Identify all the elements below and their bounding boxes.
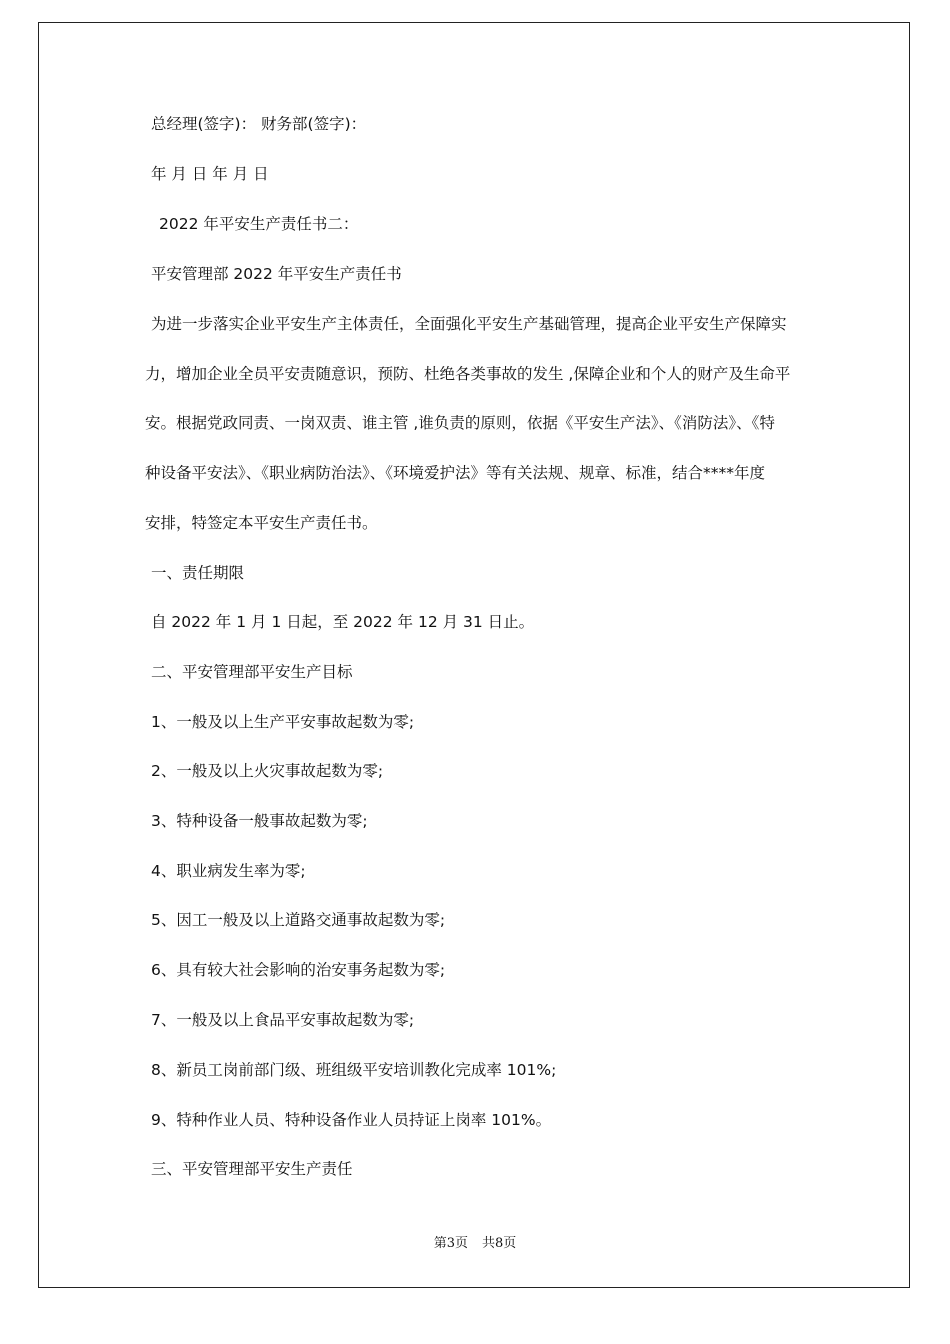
page-number-total: 共8页 [482,1236,517,1251]
page-frame [38,22,910,1288]
section-heading: 2022 年平安生产责任书二： [159,215,359,233]
list-item: 7、一般及以上食品平安事故起数为零; [151,1011,415,1029]
date-line: 年 月 日 年 月 日 [151,165,269,183]
document-title: 平安管理部 2022 年平安生产责任书 [151,265,402,283]
paragraph-line: 安。根据党政同责、一岗双责、谁主管 ,谁负责的原则，依据《平安生产法》、《消防法》、《特 [145,414,775,432]
list-item: 4、职业病发生率为零; [151,862,306,880]
paragraph-line: 种设备平安法》、《职业病防治法》、《环境爱护法》等有关法规、规章、标准，结合****年度 [145,464,766,482]
paragraph-line: 安排，特签定本平安生产责任书。 [145,514,378,532]
paragraph-line: 为进一步落实企业平安生产主体责任，全面强化平安生产基础管理，提高企业平安生产保障实 [151,315,787,333]
list-item: 5、因工一般及以上道路交通事故起数为零; [151,911,446,929]
page-footer [0,1232,950,1251]
paragraph-line: 自 2022 年 1 月 1 日起，至 2022 年 12 月 31 日止。 [151,613,535,631]
page-number-current: 第3页 [433,1236,468,1251]
section-heading: 二、平安管理部平安生产目标 [151,663,353,681]
paragraph-line: 力，增加企业全员平安责随意识，预防、杜绝各类事故的发生 ,保障企业和个人的财产及生命平 [145,365,791,383]
signature-line: 总经理(签字)： 财务部(签字)： [151,115,367,133]
list-item: 6、具有较大社会影响的治安事务起数为零; [151,961,446,979]
section-heading: 一、责任期限 [151,564,245,582]
list-item: 3、特种设备一般事故起数为零; [151,812,368,830]
list-item: 2、一般及以上火灾事故起数为零; [151,762,384,780]
list-item: 1、一般及以上生产平安事故起数为零; [151,713,415,731]
list-item: 8、新员工岗前部门级、班组级平安培训教化完成率 101%; [151,1061,557,1079]
list-item: 9、特种作业人员、特种设备作业人员持证上岗率 101%。 [151,1111,552,1129]
section-heading: 三、平安管理部平安生产责任 [151,1160,353,1178]
